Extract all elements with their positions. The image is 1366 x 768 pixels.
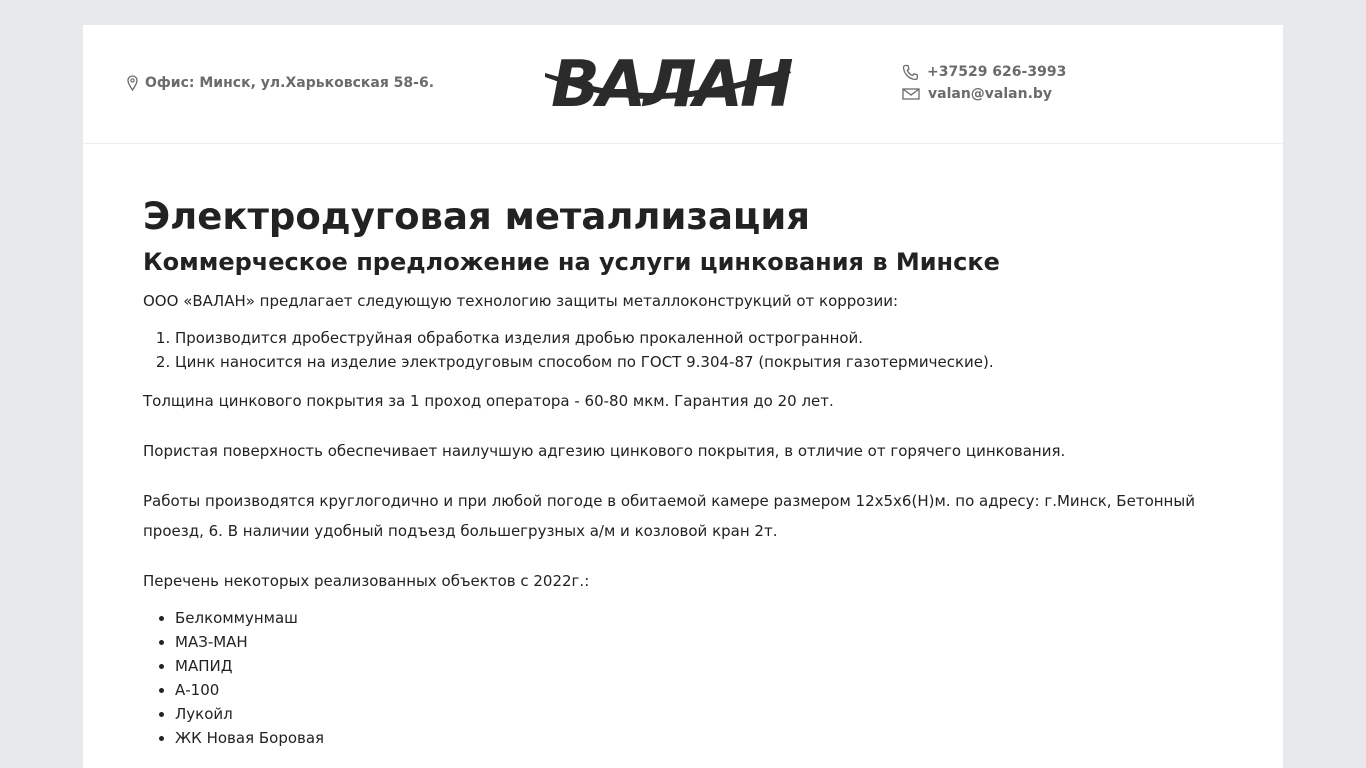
contacts xyxy=(902,61,1066,105)
phone-icon xyxy=(902,64,919,81)
list-item: • Белкоммунмаш xyxy=(175,606,1223,630)
list-item: 1. Производится дробеструйная обработка изделия дробью прокаленной острогранной. xyxy=(175,326,1223,350)
process-steps xyxy=(143,326,1223,374)
porous-text: Пористая поверхность обеспечивает наилучшую адгезию цинкового покрытия, в отличие от горячего цинкования. xyxy=(143,442,1066,460)
site-header xyxy=(83,25,1283,144)
office-address xyxy=(127,75,434,91)
works-text: Работы производятся круглогодично и при любой погоде в обитаемой камере размером 12х5х6(Н)м. по адресу: г.Минск, Бетонный проезд, 6. В наличии удобный подъезд большегрузных а/м и козловой кран 2т. xyxy=(143,492,1195,540)
list-item: • МАЗ-МАН xyxy=(175,630,1223,654)
mail-icon xyxy=(902,87,920,101)
location-pin-icon xyxy=(127,75,138,91)
phone-number[interactable]: +37529 626-3993 xyxy=(927,64,1067,80)
objects-title: Перечень некоторых реализованных объектов с 2022г.: xyxy=(143,572,590,590)
intro-text: ООО «ВАЛАН» предлагает следующую технологию защиты металлоконструкций от коррозии: xyxy=(143,292,899,310)
page-title: Электродуговая металлизация xyxy=(143,195,811,238)
objects-list xyxy=(143,606,1223,750)
list-item: 2. Цинк наносится на изделие электродуговым способом по ГОСТ 9.304-87 (покрытия газотермические). xyxy=(175,350,1223,374)
phone-row[interactable] xyxy=(902,61,1066,83)
thickness-text: Толщина цинкового покрытия за 1 проход оператора - 60-80 мкм. Гарантия до 20 лет. xyxy=(143,392,834,410)
page-container xyxy=(83,25,1283,768)
list-item: • МАПИД xyxy=(175,654,1223,678)
page-subtitle: Коммерческое предложение на услуги цинкования в Минске xyxy=(143,248,1000,276)
valan-logo[interactable] xyxy=(545,48,793,122)
office-address-text: Офис: Минск, ул.Харьковская 58-6. xyxy=(145,75,435,91)
list-item: • А-100 xyxy=(175,678,1223,702)
list-item: • Лукойл xyxy=(175,702,1223,726)
logo-text: ВАЛАН xyxy=(551,48,791,122)
logo-swoosh xyxy=(545,53,793,117)
email-address[interactable]: valan@valan.by xyxy=(928,86,1053,102)
main-content xyxy=(83,144,1283,750)
list-item: • ЖК Новая Боровая xyxy=(175,726,1223,750)
email-row[interactable] xyxy=(902,83,1066,105)
